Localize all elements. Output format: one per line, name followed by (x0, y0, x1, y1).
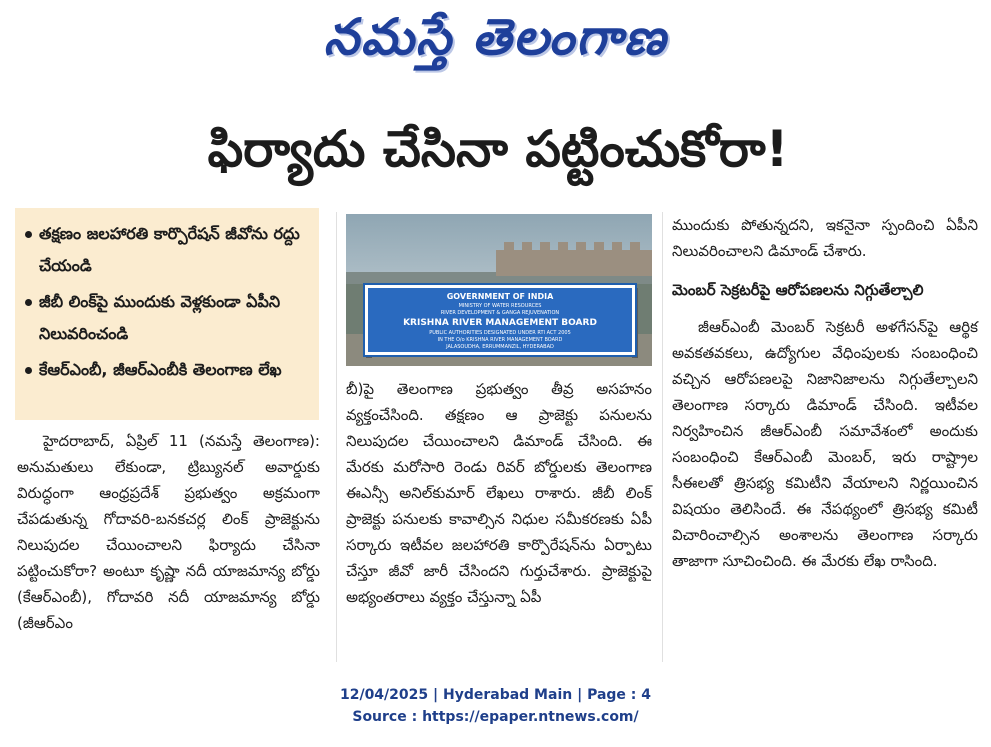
board-line: GOVERNMENT OF INDIA (446, 292, 554, 301)
masthead-logo (0, 2, 991, 72)
board-line: PUBLIC AUTHORITIES DESIGNATED UNDER RTI ACT 2005 (429, 330, 571, 336)
article-column-2 (346, 376, 652, 610)
source-link: Source : https://epaper.ntnews.com/ (352, 709, 639, 725)
column-divider (336, 212, 337, 662)
article-column-3 (672, 212, 978, 574)
board-line: RIVER DEVELOPMENT & GANGA REJUVENATION (440, 310, 560, 316)
bullet-icon (25, 231, 39, 239)
photo-illustration (346, 214, 652, 366)
bullet-icon (25, 367, 39, 375)
highlight-text: కేఆర్ఎంబీ, జీఆర్ఎంబీకి తెలంగాణ లేఖ (39, 360, 282, 379)
highlight-item (25, 286, 311, 350)
board-line: KRISHNA RIVER MANAGEMENT BOARD (403, 318, 597, 328)
krmb-board-photo (346, 214, 652, 366)
article-paragraph: జీఆర్ఎంబీ మెంబర్ సెక్రటరీ అళగేసన్‌పై ఆర్థిక అవకతవకలు, ఉద్యోగుల వేధింపులకు సంబంధించి వచ్చిన ఆరోపణలపై నిజానిజాలను నిగ్గుతేల్చాలని తెలంగాణ సర్కారు డిమాండ్ చేసింది. ఇటీవల నిర్వహించిన జీఆర్ఎంబీ సమావేశంలో అందుకు సంబంధించి కేఆర్ఎంబీ మెంబర్, ఇరు రాష్ట్రాల సీఈలతో త్రిసభ్య కమిటీని వేయాలని నిర్ణయించిన విషయం తెలిసిందే. ఈ నేపథ్యంలో త్రిసభ్య కమిటీ విచారించాల్సిన అంశాలను తెలంగాణ సర్కారు తాజాగా సూచించింది. ఈ మేరకు లేఖ రాసింది. (672, 318, 978, 570)
highlight-text: జీబీ లింక్‌పై ముందుకు వెళ్లకుండా ఏపీని నిలువరించండి (39, 292, 281, 343)
edition-info: 12/04/2025 | Hyderabad Main | Page : 4 (339, 687, 652, 703)
board-line: IN THE O/o KRISHNA RIVER MANAGEMENT BOARD (437, 337, 563, 343)
board-line: MINISTRY OF WATER RESOURCES (458, 303, 542, 309)
headline: ఫిర్యాదు చేసినా పట్టించుకోరా! (207, 120, 789, 178)
board-line: JALASOUDHA, ERRUMMANZIL, HYDERABAD (446, 344, 554, 350)
article-paragraph: హైదరాబాద్, ఏప్రిల్ 11 (నమస్తే తెలంగాణ): అనుమతులు లేకుండా, ట్రిబ్యునల్ అవార్డుకు విరుద్ధంగా ఆంధ్రప్రదేశ్ ప్రభుత్వం అక్రమంగా చేపడుతున్న గోదావరి-బనకచర్ల లింక్ ప్రాజెక్టును నిలుపుదల చేయించాలని ఫిర్యాదు చేసినా పట్టించుకోరా? అంటూ కృష్ణా నదీ యాజమాన్య బోర్డు (కేఆర్ఎంబీ), గోదావరి నదీ యాజమాన్య బోర్డు (జీఆర్ఎం (17, 432, 320, 632)
highlights-box (15, 208, 319, 420)
article-column-1 (17, 428, 320, 636)
article-paragraph: బీ)పై తెలంగాణ ప్రభుత్వం తీవ్ర అసహనం వ్యక్తంచేసింది. తక్షణం ఆ ప్రాజెక్టు పనులను నిలుపుదల చేయించాలని డిమాండ్ చేసింది. ఈ మేరకు మరోసారి రెండు రివర్ బోర్డులకు తెలంగాణ ఈఎన్సీ అనిల్‌కుమార్ లేఖలు రాశారు. జీబీ లింక్ ప్రాజెక్టు పనులకు కావాల్సిన నిధుల సమీకరణకు ఏపీ సర్కారు ఇటీవల జలహారతి కార్పొరేషన్‌ను ఏర్పాటు చేస్తూ జీవో జారీ చేసిందని గుర్తుచేశారు. ప్రాజెక్టుపై అభ్యంతరాలు వ్యక్తం చేస్తున్నా ఏపీ (346, 380, 652, 606)
bullet-icon (25, 299, 39, 307)
column-divider (662, 212, 663, 662)
highlight-item (25, 218, 311, 282)
page-footer (0, 684, 991, 728)
masthead-title: నమస్తే తెలంగాణ (323, 8, 668, 66)
highlight-text: తక్షణం జలహారతి కార్పొరేషన్ జీవోను రద్దు చేయండి (39, 224, 300, 275)
article-subheading: మెంబర్ సెక్రటరీపై ఆరోపణలను నిగ్గుతేల్చాలి (672, 281, 924, 299)
highlight-item (25, 354, 311, 386)
article-paragraph: ముందుకు పోతున్నదని, ఇకనైనా స్పందించి ఏపీని నిలువరించాలని డిమాండ్ చేశారు. (672, 216, 978, 260)
